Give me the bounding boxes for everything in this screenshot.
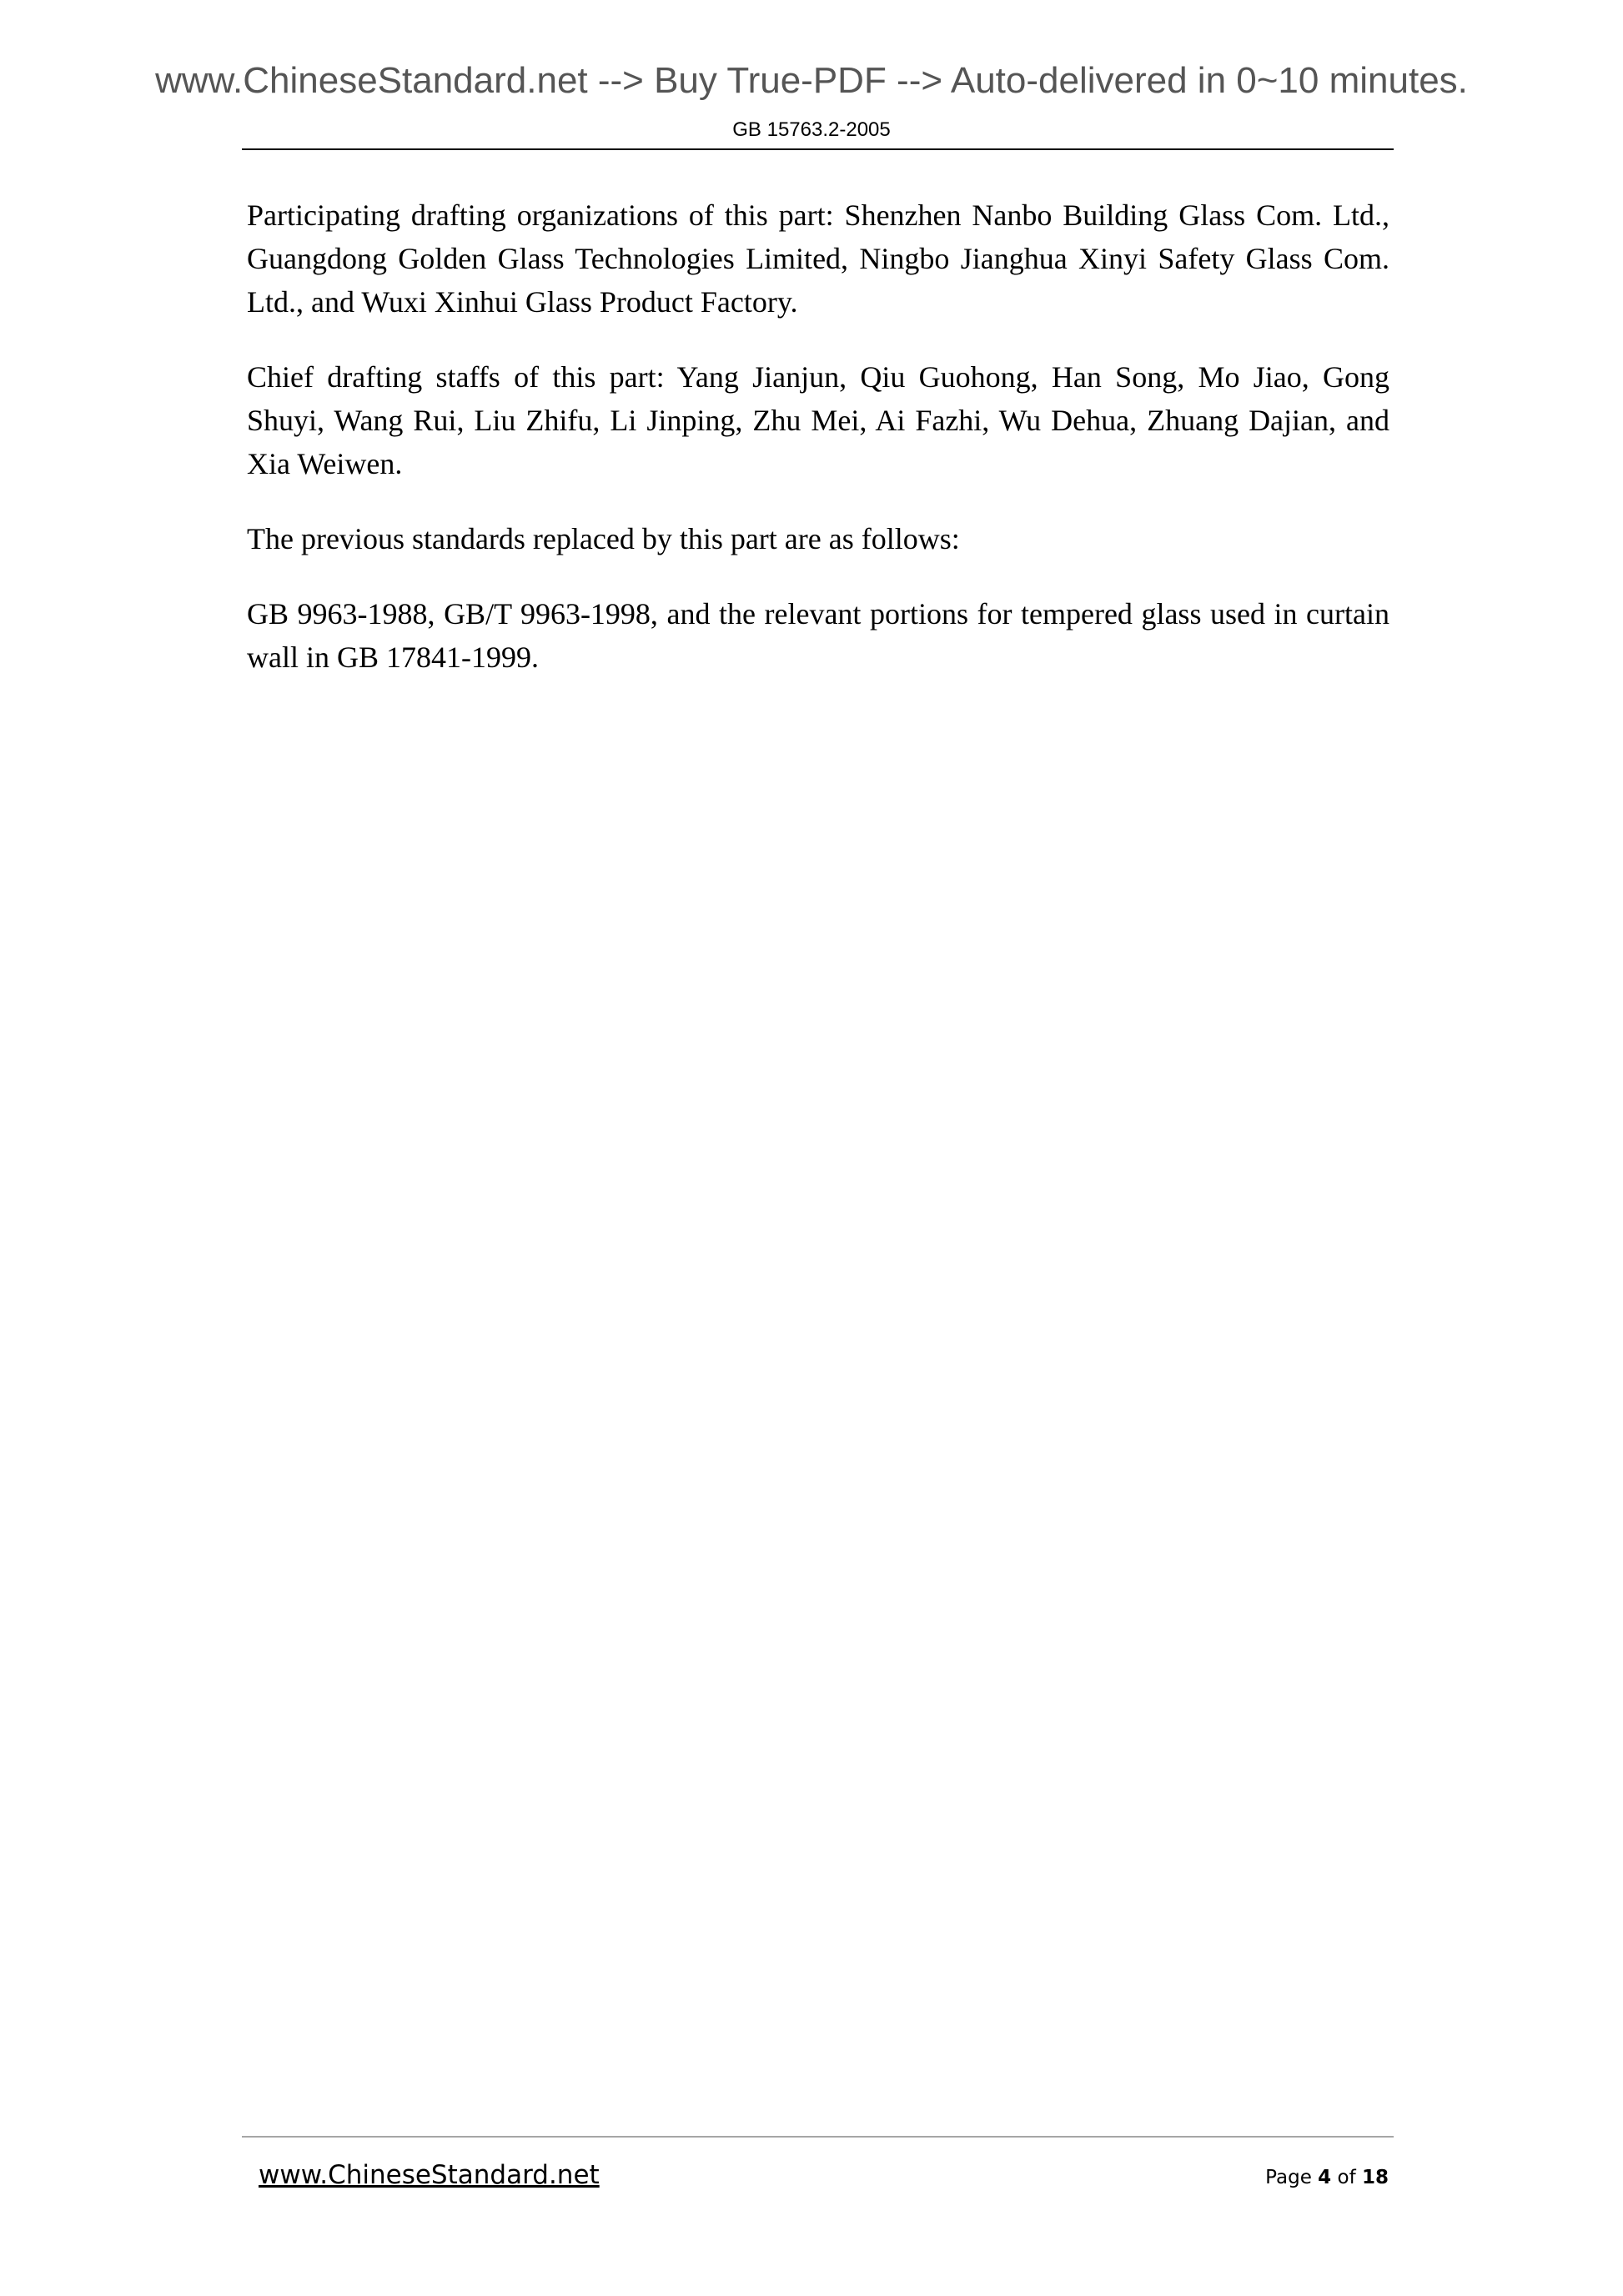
paragraph-replaced-standards-list: GB 9963-1988, GB/T 9963-1998, and the relevant portions for tempered glass used in curtain wall in GB 17841-1999. <box>247 597 1389 674</box>
footer-divider <box>242 2136 1394 2138</box>
paragraph-drafting-staffs: Chief drafting staffs of this part: Yang Jianjun, Qiu Guohong, Han Song, Mo Jiao, Gong Shuyi, Wang Rui, Liu Zhifu, Li Jinping, Zhu Mei, Ai Fazhi, Wu Dehua, Zhuang Dajian, and Xia Weiwen. <box>247 360 1389 480</box>
page-number <box>1265 2167 1389 2188</box>
top-banner: www.ChineseStandard.net --> Buy True-PDF --> Auto-delivered in 0~10 minutes. <box>155 60 1468 101</box>
document-code: GB 15763.2-2005 <box>732 118 891 141</box>
page-of: of <box>1337 2167 1356 2188</box>
page-total: 18 <box>1361 2167 1389 2188</box>
footer-website-link[interactable]: www.ChineseStandard.net <box>259 2160 600 2190</box>
paragraph-drafting-organizations: Participating drafting organizations of this part: Shenzhen Nanbo Building Glass Com. Ltd., Guangdong Golden Glass Technologies Limited, Ningbo Jianghua Xinyi Safety Glass Com. Ltd., and Wuxi Xinhui Glass Product Factory. <box>247 198 1389 319</box>
page-word: Page <box>1265 2167 1312 2188</box>
page-current: 4 <box>1318 2167 1332 2188</box>
paragraph-replaced-standards-intro: The previous standards replaced by this part are as follows: <box>247 522 960 555</box>
document-body <box>247 193 1389 711</box>
header-divider <box>242 148 1394 150</box>
